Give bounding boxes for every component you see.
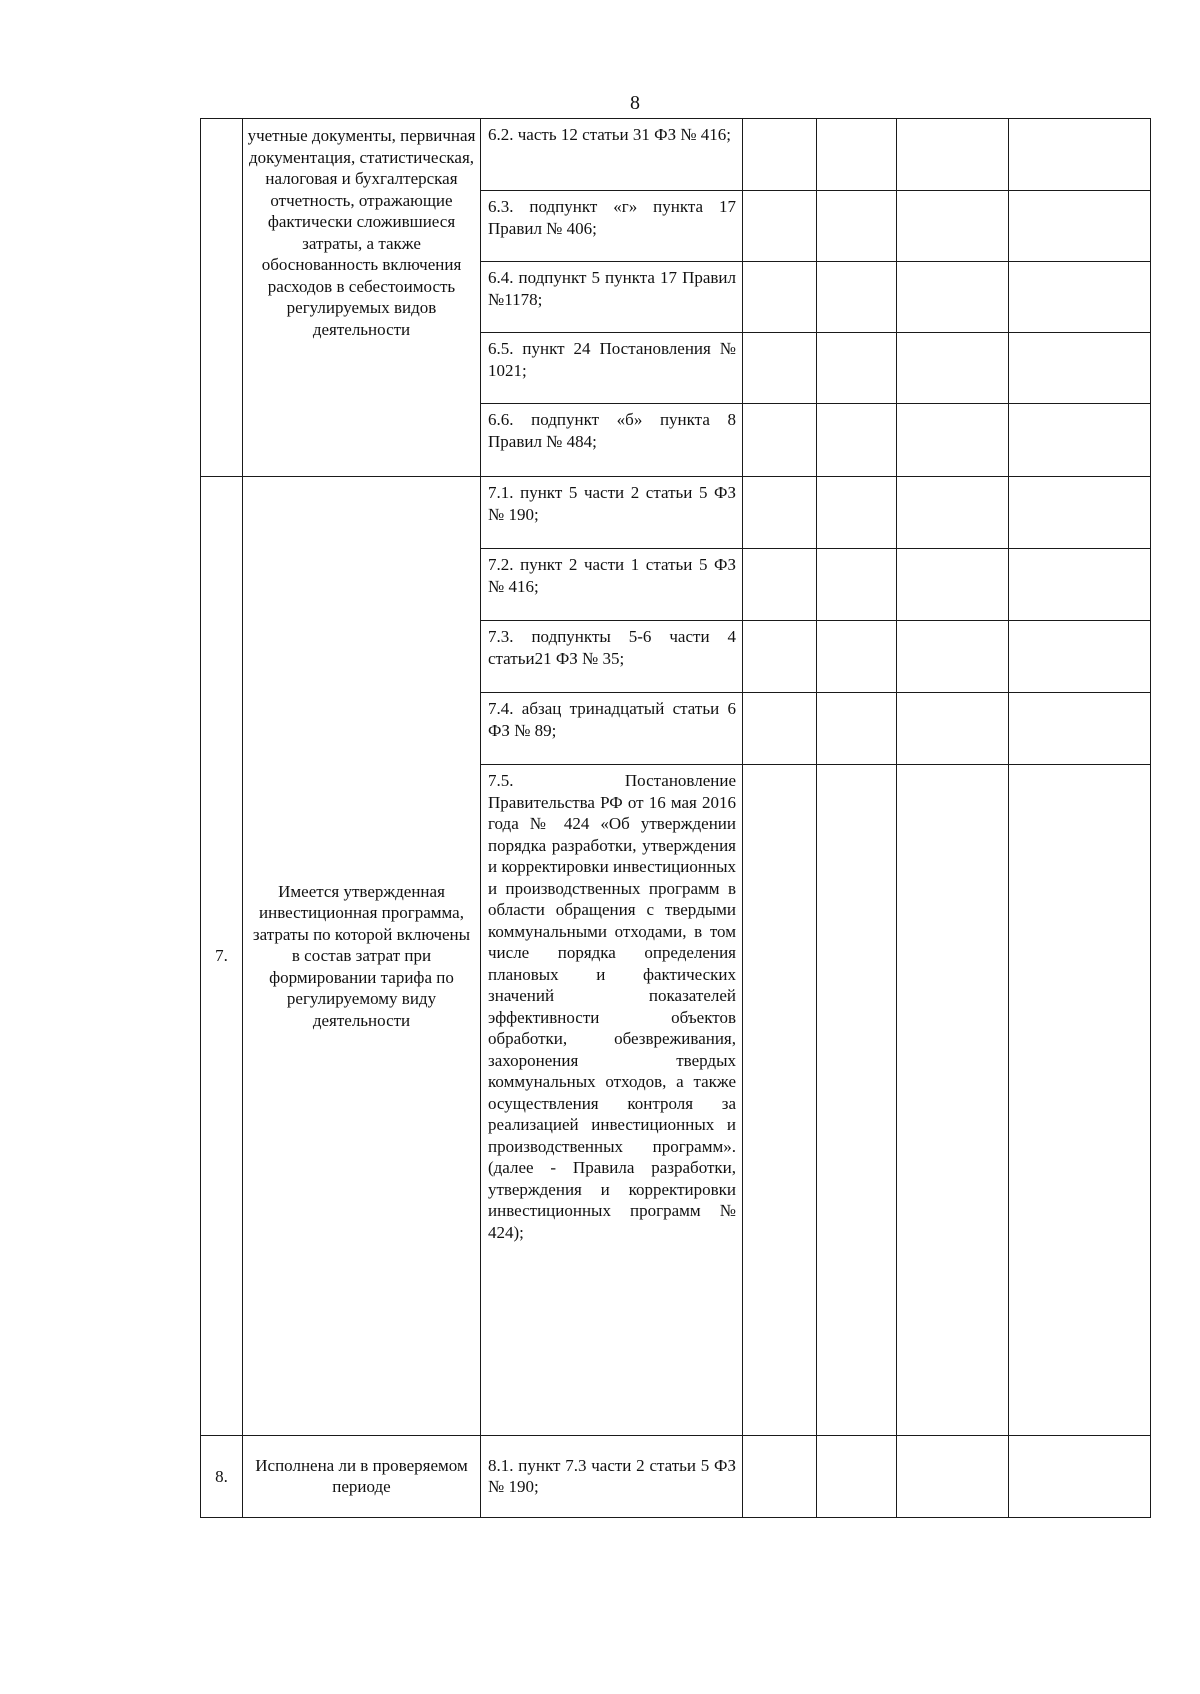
ref-7-2: 7.2. пункт 2 части 1 статьи 5 ФЗ № 416; bbox=[481, 549, 743, 621]
cell-no bbox=[817, 119, 897, 191]
row7-requirement: Имеется утвержденная инвестиционная программа, затраты по которой включены в состав затрат при формировании тарифа по регулируемому виду деятельности bbox=[243, 477, 481, 1436]
cell-note bbox=[1009, 119, 1151, 191]
ref-7-5: 7.5. Постановление Правительства РФ от 16 мая 2016 года № 424 «Об утверждении порядка разработки, утверждения и корректировки инвестиционных и производственных программ в области обращения с твердыми коммунальными отходами, в том числе порядка определения плановых и фактических значений показателей эффективности объектов обработки, обезвреживания, захоронения твердых коммунальных отходов, а также осуществления контроля за реализацией инвестиционных и производственных программ». (далее - Правила разработки, утверждения и корректировки инвестиционных программ № 424); bbox=[481, 765, 743, 1435]
cell-yes bbox=[743, 119, 817, 191]
ref-7-3: 7.3. подпункты 5-6 части 4 статьи21 ФЗ № 35; bbox=[481, 621, 743, 693]
ref-6-3: 6.3. подпункт «г» пункта 17 Правил № 406; bbox=[481, 191, 743, 262]
ref-7-4: 7.4. абзац тринадцатый статьи 6 ФЗ № 89; bbox=[481, 693, 743, 765]
ref-6-2: 6.2. часть 12 статьи 31 ФЗ № 416; bbox=[481, 119, 743, 191]
row6-number bbox=[201, 119, 243, 477]
ref-6-5: 6.5. пункт 24 Постановления № 1021; bbox=[481, 333, 743, 404]
ref-8-1: 8.1. пункт 7.3 части 2 статьи 5 ФЗ № 190; bbox=[481, 1435, 743, 1517]
row8-requirement: Исполнена ли в проверяемом периоде bbox=[243, 1435, 481, 1517]
cell-na bbox=[897, 119, 1009, 191]
row8-number: 8. bbox=[201, 1435, 243, 1517]
ref-6-4: 6.4. подпункт 5 пункта 17 Правил №1178; bbox=[481, 262, 743, 333]
row7-number: 7. bbox=[201, 477, 243, 1436]
row6-requirement: учетные документы, первичная документация, статистическая, налоговая и бухгалтерская отчетность, отражающие фактически сложившиеся затраты, а также обоснованность включения расходов в себестоимость регулируемых видов деятельности bbox=[243, 119, 481, 477]
ref-7-1: 7.1. пункт 5 части 2 статьи 5 ФЗ № 190; bbox=[481, 477, 743, 549]
ref-6-6: 6.6. подпункт «б» пункта 8 Правил № 484; bbox=[481, 404, 743, 477]
checklist-table bbox=[200, 118, 1151, 1518]
page-number: 8 bbox=[630, 92, 640, 114]
